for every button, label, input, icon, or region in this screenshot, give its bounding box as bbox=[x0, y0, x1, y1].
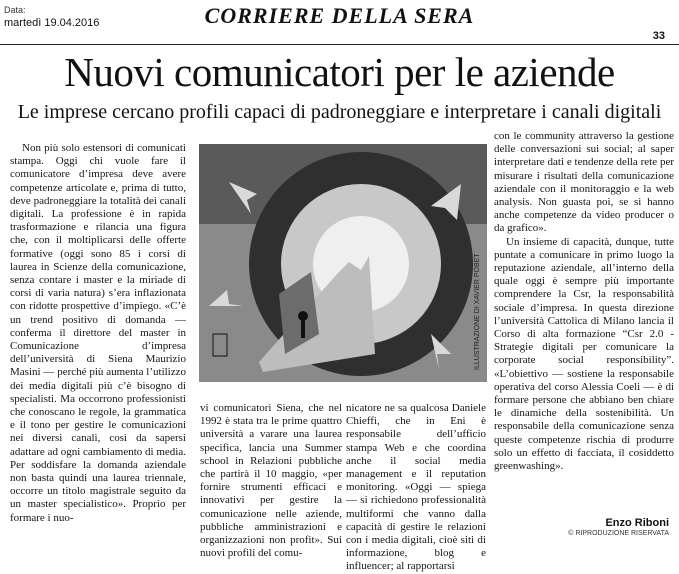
copyright-notice: © RIPRODUZIONE RISERVATA bbox=[568, 530, 669, 537]
header-rule bbox=[0, 44, 679, 45]
headline: Nuovi comunicatori per le aziende bbox=[64, 49, 615, 95]
masthead: CORRIERE DELLA SERA bbox=[204, 3, 475, 28]
column-4-paragraph-2: Un insieme di capacità, dunque, tutte puntate a comunicare in primo luogo la reputazione aziendale, all’interno della quale oggi è sempre più importante comprendere la Csr, la responsabilità sociale d’impresa. In questa direzione l’università Cattolica di Milano lancia il Corso di alta formazione “Csr 2.0 - Strategie digitali per comunicare la corporate social responsibility”. «L’obiettivo — sostiene la responsabile operativa del corso Alessia Coeli — è di formare persone che abbiano ben chiare le dinamiche della sostenibilità. Un responsabile della comunicazione senza queste competenze rischia di produrre solo un effetto di facciata, il cosiddetto greenwashing». bbox=[494, 235, 674, 473]
article-column-1 bbox=[10, 142, 186, 534]
article-column-2 bbox=[200, 402, 342, 560]
column-2-text: vi comunicatori Siena, che nel 1992 è stata tra le prime quattro università a varare una laurea specifica, lancia una Summer school in Relazioni pubbliche che partirà il 10 maggio, «per fornire strumenti efficaci e innovativi per gestire la comunicazione nelle aziende, pubbliche amministrazioni e organizzazioni non profit». Sui nuovi profili del comu- bbox=[200, 402, 342, 560]
subheadline: Le imprese cercano profili capaci di padroneggiare e interpretare i canali digitali bbox=[17, 101, 662, 123]
date-label: Data: bbox=[4, 5, 26, 15]
page-number: 33 bbox=[652, 30, 665, 42]
byline: Enzo Riboni bbox=[605, 517, 669, 529]
article-column-4 bbox=[494, 130, 674, 522]
column-4-paragraph-1: con le community attraverso la gestione delle conversazioni sui social; al saper interpretare dati e tendenze della rete per misurare i risultati della comunicazione aziendale con il monitoraggio e la web analysis. Non guasta poi, se si hanno anche competenze da video producer o da grafico». bbox=[494, 130, 674, 235]
column-3-text: nicatore ne sa qualcosa Daniele Chieffi, che in Eni è responsabile dell’ufficio stampa Web e che coordina anche il social media management e il reputation monitoring. «Oggi — spiega — si richiedono professionalità multiformi che vanno dalla capacità di gestire le relazioni con i media digitali, cioè siti di informazione, blog e influencer; al rapportarsi bbox=[346, 402, 486, 573]
figure-body bbox=[301, 320, 305, 338]
column-1-text: Non più solo estensori di comunicati stampa. Oggi chi vuole fare il comunicatore d’impresa deve avere competenze articolate e, prima di tutto, deve padroneggiare la totalità dei canali digitali. La professione è in rapida trasformazione e rilancia una figura che, con il moltiplicarsi delle offerte formative (oggi sono 85 i corsi di laurea in Scienze della comunicazione, senza contare i master e la miriade di corsi di varia natura) s’era inflazionata con ridotte prospettive d’impiego. «C’è un trend positivo di domanda — conferma il direttore del master in Comunicazione d’impresa dell’università di Siena Maurizio Masini — perché più aumenta l’utilizzo dei media digitali più c’è bisogno di specialisti. Ma occorrono professionisti che conoscano le regole, la grammatica e il tono per gestire le comunicazioni nei diversi canali, così da sapersi adattare ad ogni cambiamento di media. Per soddisfare la domanda aziendale non basta quindi una laurea triennale, occorre un titolo magistrale seguito da un master specialistico». Proprio per formare i nuo- bbox=[10, 142, 186, 524]
article-column-3 bbox=[346, 402, 486, 573]
publication-date: martedì 19.04.2016 bbox=[4, 17, 100, 29]
illustration-credit: ILLUSTRAZIONE DI XAVIER POBET bbox=[474, 253, 481, 370]
figure-head bbox=[298, 311, 308, 321]
illustration bbox=[199, 144, 487, 382]
